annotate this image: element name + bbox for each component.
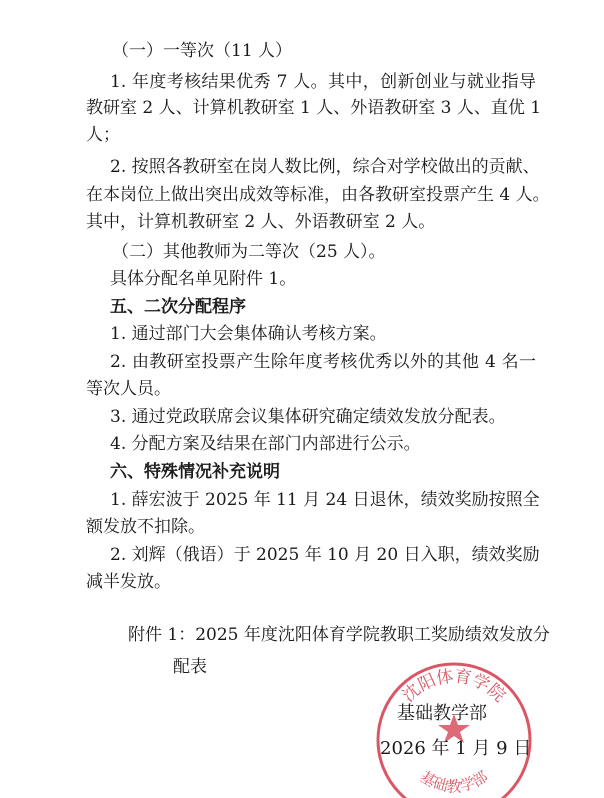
paragraph-line: 人； (86, 125, 120, 145)
signature-unit: 基础教学部 (397, 703, 487, 724)
list-item: 2. 刘辉（俄语）于 2025 年 10 月 20 日入职，绩效奖励 (110, 545, 540, 565)
paragraph-line: 教研室 2 人、计算机教研室 1 人、外语教研室 3 人、直优 1 (86, 98, 542, 118)
seal-text-top: 沈阳体育学院 (398, 666, 510, 707)
paragraph-line: 在本岗位上做出突出成效等标准，由各教研室投票产生 4 人。 (86, 185, 550, 205)
signature-date: 2026 年 1 月 9 日 (380, 738, 532, 759)
list-item: 等次人员。 (86, 379, 171, 399)
paragraph-line: 1. 年度考核结果优秀 7 人。其中，创新创业与就业指导 (110, 72, 536, 92)
attachment-line: 附件 1：2025 年度沈阳体育学院教职工奖励绩效发放分 (128, 625, 550, 645)
paragraph-line: 其中，计算机教研室 2 人、外语教研室 2 人。 (86, 212, 436, 232)
section-heading-first-grade: （一）一等次（11 人） (112, 41, 293, 61)
seal-text-bottom: 基础教学部 (416, 767, 492, 796)
list-item: 减半发放。 (86, 572, 171, 592)
list-item: 1. 通过部门大会集体确认考核方案。 (110, 324, 387, 344)
paragraph-line: 2. 按照各教研室在岗人数比例，综合对学校做出的贡献、 (110, 157, 540, 177)
paragraph-line: 具体分配名单见附件 1。 (110, 269, 297, 289)
list-item: 1. 薛宏波于 2025 年 11 月 24 日退休，绩效奖励按照全 (110, 490, 540, 510)
list-item: 额发放不扣除。 (86, 517, 205, 537)
list-item: 3. 通过党政联席会议集体研究确定绩效发放分配表。 (110, 407, 506, 427)
list-item: 4. 分配方案及结果在部门内部进行公示。 (110, 434, 421, 454)
section-title-procedure: 五、二次分配程序 (110, 297, 246, 317)
list-item: 2. 由教研室投票产生除年度考核优秀以外的其他 4 名一 (110, 352, 536, 372)
section-heading-second-grade: （二）其他教师为二等次（25 人）。 (112, 242, 386, 262)
section-title-special-cases: 六、特殊情况补充说明 (110, 462, 280, 482)
attachment-line: 配表 (173, 657, 207, 677)
